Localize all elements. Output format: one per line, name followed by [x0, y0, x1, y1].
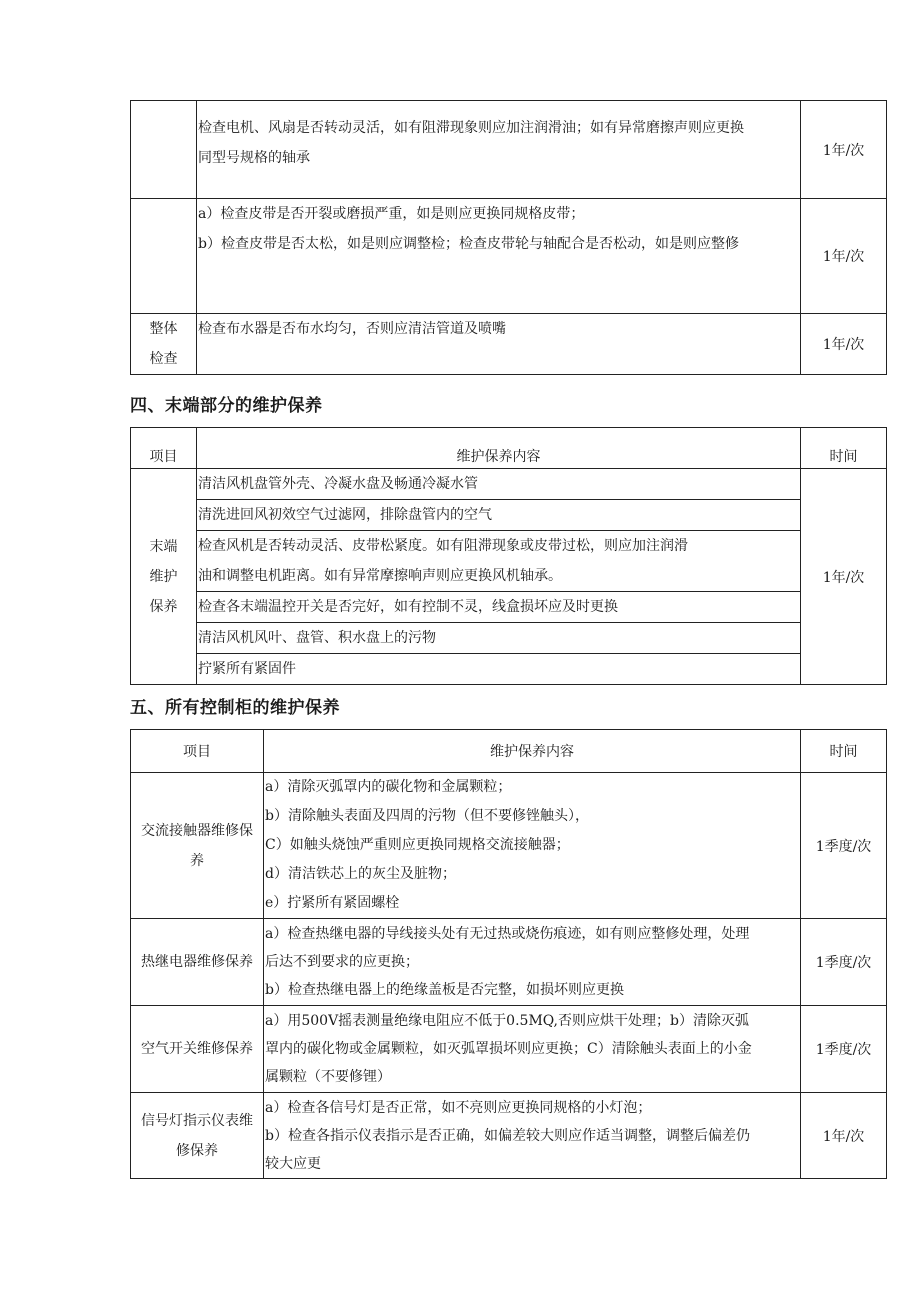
item-line: 热继电器维修保养	[141, 954, 253, 970]
content-line: 清洁风机盘管外壳、冷凝水盘及畅通冷凝水管	[198, 476, 478, 492]
item-line: 末端	[149, 538, 178, 555]
item-cell	[131, 919, 264, 1006]
maintenance-table-continued	[130, 100, 887, 375]
content-cell	[197, 199, 801, 314]
content-cell	[264, 919, 801, 1006]
content-line: 检查风机是否转动灵活、皮带松紧度。如有阻滞现象或皮带过松，则应加注润滑	[198, 538, 688, 554]
content-line: b）检查皮带是否太松，如是则应调整检；检查皮带轮与轴配合是否松动，如是则应整修	[198, 236, 739, 252]
content-line: 罩内的碳化物或金属颗粒，如灭弧罩损坏则应更换；C）清除触头表面上的小金	[265, 1041, 752, 1057]
item-cell	[131, 1093, 264, 1179]
content-line: e）拧紧所有紧固螺栓	[265, 895, 400, 911]
item-line: 交流接触器维修保	[141, 822, 253, 839]
item-cell	[131, 773, 264, 919]
time-cell: 1年/次	[801, 101, 887, 199]
time-cell: 1季度/次	[801, 919, 887, 1006]
table-row	[131, 623, 887, 654]
terminal-maintenance-table	[130, 427, 887, 685]
item-line: 保养	[149, 598, 178, 615]
content-cell	[197, 101, 801, 199]
table-row	[131, 1093, 887, 1179]
header-item: 项目	[131, 730, 264, 773]
table-row	[131, 1006, 887, 1093]
content-line: 属颗粒（不要修锂）	[265, 1069, 391, 1085]
content-line: 拧紧所有紧固件	[198, 661, 296, 677]
table-header-row	[131, 730, 887, 773]
item-cell	[131, 101, 197, 199]
content-line: a）检查热继电器的导线接头处有无过热或烧伤痕迹，如有则应整修处理，处理	[265, 926, 750, 942]
item-cell	[131, 1006, 264, 1093]
content-cell	[264, 1093, 801, 1179]
content-cell	[264, 773, 801, 919]
item-line: 空气开关维修保养	[141, 1041, 253, 1057]
time-cell: 1年/次	[801, 469, 887, 685]
content-cell	[264, 1006, 801, 1093]
content-cell	[197, 314, 801, 375]
table-row	[131, 531, 887, 592]
content-line: 油和调整电机距离。如有异常摩擦响声则应更换风机轴承。	[198, 568, 562, 584]
content-cell	[197, 500, 801, 531]
content-line: 同型号规格的轴承	[198, 150, 310, 166]
header-time: 时间	[801, 428, 887, 469]
content-cell	[197, 654, 801, 685]
item-line: 信号灯指示仪表维	[141, 1112, 253, 1129]
item-line: 修保养	[176, 1142, 218, 1159]
item-line: 养	[190, 852, 204, 869]
table-row	[131, 500, 887, 531]
content-line: a）清除灭弧罩内的碳化物和金属颗粒；	[265, 779, 512, 795]
content-cell	[197, 469, 801, 500]
item-line: 整体	[149, 321, 178, 337]
header-time: 时间	[801, 730, 887, 773]
content-line: 检查布水器是否布水均匀，否则应清洁管道及喷嘴	[198, 321, 506, 337]
item-cell	[131, 469, 197, 685]
content-line: b）清除触头表面及四周的污物（但不要修锉触头），	[265, 808, 589, 824]
content-line: d）清洁铁芯上的灰尘及脏物；	[265, 866, 456, 882]
content-line: 清洗进回风初效空气过滤网，排除盘管内的空气	[198, 507, 492, 523]
table-row	[131, 773, 887, 919]
table-row	[131, 199, 887, 314]
table-row	[131, 919, 887, 1006]
content-cell	[197, 592, 801, 623]
content-line: 较大应更	[265, 1155, 321, 1172]
item-cell	[131, 314, 197, 375]
control-cabinet-table	[130, 729, 887, 1179]
content-line: a）用500V摇表测量绝缘电阻应不低于0.5MQ,否则应烘干处理；b）清除灭弧	[265, 1013, 749, 1029]
content-line: b）检查热继电器上的绝缘盖板是否完整，如损坏则应更换	[265, 982, 624, 998]
content-line: a）检查皮带是否开裂或磨损严重，如是则应更换同规格皮带；	[198, 206, 585, 222]
item-line: 维护	[149, 568, 178, 585]
section-5-title: 五、所有控制柜的维护保养	[130, 698, 340, 718]
time-cell: 1年/次	[801, 1093, 887, 1179]
content-line: 检查各末端温控开关是否完好，如有控制不灵，线盒损坏应及时更换	[198, 599, 618, 615]
header-content: 维护保养内容	[264, 730, 801, 773]
table-row	[131, 469, 887, 500]
time-cell: 1年/次	[801, 199, 887, 314]
content-line: 检查电机、风扇是否转动灵活，如有阻滞现象则应加注润滑油；如有异常磨擦声则应更换	[198, 120, 744, 136]
time-cell: 1季度/次	[801, 1006, 887, 1093]
table-row	[131, 101, 887, 199]
time-cell: 1季度/次	[801, 773, 887, 919]
content-cell	[197, 623, 801, 654]
item-line: 检查	[149, 351, 178, 367]
section-4-title: 四、末端部分的维护保养	[130, 396, 323, 416]
content-line: 后达不到要求的应更换；	[265, 954, 419, 970]
content-cell	[197, 531, 801, 592]
content-line: a）检查各信号灯是否正常，如不亮则应更换同规格的小灯泡；	[265, 1099, 652, 1116]
table-header-row	[131, 428, 887, 469]
table-row	[131, 654, 887, 685]
table-row	[131, 314, 887, 375]
content-line: 清洁风机风叶、盘管、积水盘上的污物	[198, 630, 436, 646]
header-content: 维护保养内容	[197, 428, 801, 469]
item-cell	[131, 199, 197, 314]
header-item: 项目	[131, 428, 197, 469]
table-row	[131, 592, 887, 623]
content-line: C）如触头烧蚀严重则应更换同规格交流接触器；	[265, 837, 570, 853]
time-cell: 1年/次	[801, 314, 887, 375]
content-line: b）检查各指示仪表指示是否正确，如偏差较大则应作适当调整，调整后偏差仍	[265, 1127, 750, 1144]
